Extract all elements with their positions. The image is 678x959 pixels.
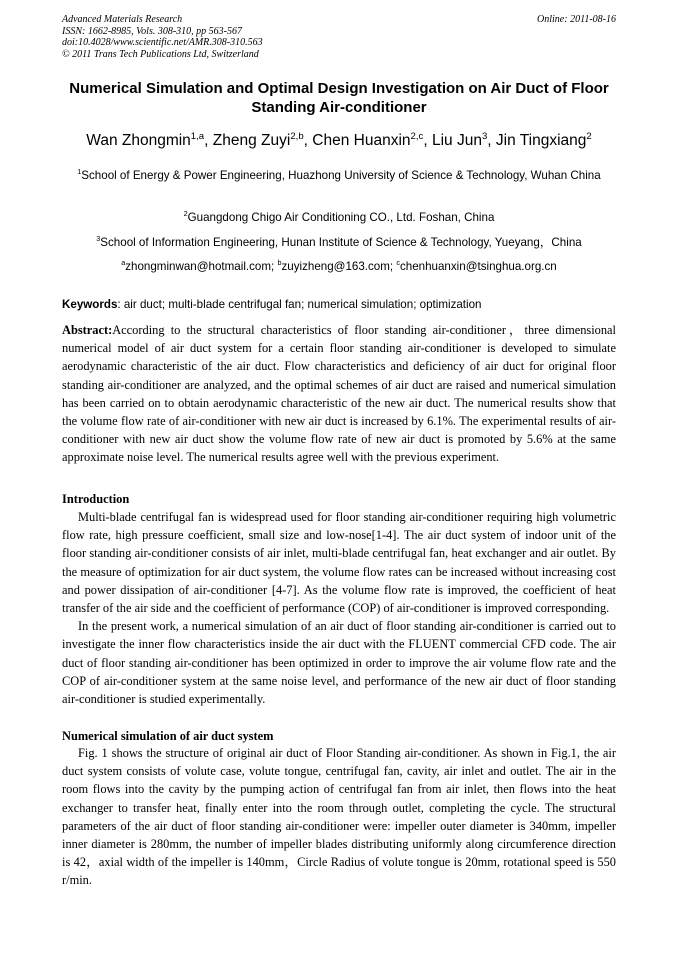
affiliation-sup: 3 — [96, 234, 101, 244]
author-sup: 3 — [481, 130, 488, 142]
introduction-body — [62, 508, 616, 708]
affiliation-sup: 2 — [183, 209, 188, 219]
email-sup: a — [121, 258, 126, 268]
affiliation-text: School of Information Engineering, Hunan Institute of Science & Technology, Yueyang，China — [100, 236, 582, 249]
copyright-line: © 2011 Trans Tech Publications Ltd, Switzerland — [62, 48, 259, 60]
email-sup: b — [277, 258, 282, 268]
author-list: Wan Zhongmin$^{1,a}$, Zheng Zuyi$^{2,b}$, Chen Huanxin$^{2,c}$, Liu Jun$^3$, Jin Tingxiang$^2$ — [86, 130, 592, 149]
affiliation-text: Guangdong Chigo Air Conditioning CO., Ltd. Foshan, China — [187, 211, 495, 224]
email-line — [62, 259, 616, 275]
author-name: Liu Jun — [431, 132, 482, 149]
abstract-label: Abstract: — [62, 323, 113, 337]
online-date: Online: 2011-08-16 — [537, 14, 616, 25]
journal-name: Advanced Materials Research — [62, 14, 183, 25]
email-link[interactable]: zuyizheng@163.com; — [281, 260, 397, 273]
email-sup: c — [396, 258, 400, 268]
abstract-text: According to the structural characteristics of floor standing air-conditioner，three dimensional numerical model of air duct system for a certain floor standing air-conditioner is developed to simulate aerodynamic characteristic of the air duct. Flow characteristics and deficiency of air duct for original floor standing air-conditioner are analyzed, and the optimal schemes of air duct are raised and numerical simulation has been carried on to obtain aerodynamic characteristic of the new air duct. The numerical results show that the volume flow rate of air-conditioner with new air duct is increased by 6.1%. The experimental results of air-conditioner with new air duct show the volume flow rate of new air duct is promoted by 5.6% at the same approximate noise level. The numerical results agree well with the previous experiment. — [62, 323, 616, 465]
email-link[interactable]: zhongminwan@hotmail.com; — [125, 260, 278, 273]
section-heading-introduction: Introduction — [62, 492, 130, 506]
author-sup: 2 — [586, 130, 592, 142]
author-sup: 2,b — [290, 130, 304, 142]
author-name: Zheng Zuyi — [212, 132, 291, 149]
keywords-text: : air duct; multi-blade centrifugal fan; numerical simulation; optimization — [117, 298, 482, 311]
paper-title: Numerical Simulation and Optimal Design Investigation on Air Duct of Floor Standing Air-conditioner — [69, 80, 609, 116]
author-name: Chen Huanxin — [312, 132, 411, 149]
journal-header — [62, 14, 616, 60]
issn-line: ISSN: 1662-8985, Vols. 308-310, pp 563-567 — [62, 25, 242, 37]
section-heading-numerical: Numerical simulation of air duct system — [62, 729, 274, 743]
numerical-body — [62, 744, 616, 890]
keywords-label: Keywords — [62, 298, 118, 311]
affiliation-3 — [62, 233, 616, 252]
author-sup: 1,a — [190, 130, 205, 142]
affiliation-text: School of Energy & Power Engineering, Huazhong University of Science & Technology, Wuhan China — [81, 169, 601, 182]
author-name: Wan Zhongmin — [86, 132, 191, 149]
affiliation-1 — [62, 166, 616, 185]
paragraph: Fig. 1 shows the structure of original air duct of Floor Standing air-conditioner. As shown in Fig.1, the air duct system consists of volute case, volute tongue, centrifugal fan, cavity, air inlet and outlet. The air in the room flows into the cavity by the pumping action of centrifugal fan from air inlet, then flows into the heat exchanger to transfer heat, finally enter into the room through outlet, completing the cycle. The structural parameters of the air duct of floor standing air-conditioner were: impeller outer diameter is 340mm, impeller inner diameter is 280mm, the number of impeller blades distributing uniformly along circumference direction is 42，axial width of the impeller is 140mm，Circle Radius of volute tongue is 20mm, rotational speed is 550 r/min. — [62, 746, 616, 888]
author-sup: 2,c — [410, 130, 424, 142]
author-name: Jin Tingxiang — [495, 132, 587, 149]
email-link[interactable]: chenhuanxin@tsinghua.org.cn — [399, 260, 557, 273]
doi-line: doi:10.4028/www.scientific.net/AMR.308-310.563 — [62, 37, 263, 48]
affiliation-sup: 1 — [77, 167, 82, 177]
paragraph: In the present work, a numerical simulation of an air duct of floor standing air-conditioner is carried out to investigate the inner flow characteristics inside the air duct with the FLUENT commercial CFD code. The air duct of floor standing air-conditioner has been optimized in order to improve the air volume flow rate and the COP of air-conditioner system at the same noise level, and performance of the new air duct of floor standing air-conditioner is studied experimentally. — [62, 619, 616, 707]
keywords — [62, 297, 616, 313]
abstract — [62, 321, 616, 467]
affiliation-2 — [62, 208, 616, 227]
paragraph: Multi-blade centrifugal fan is widespread used for floor standing air-conditioner requiring high volumetric flow rate, high pressure coefficient, small size and low-nose[1-4]. The air duct system of indoor unit of the floor standing air-conditioner consists of air inlet, multi-blade centrifugal fan, heat exchanger and air outlet. By the measure of optimization for air duct system, the volume flow rates can be increased without increasing cost and power dissipation of air-conditioner [4-7]. As the volume flow rate is improved, the coefficient of heat transfer of the air side and the coefficient of performance (COP) of air-conditioner is improved corresponding. — [62, 510, 616, 616]
